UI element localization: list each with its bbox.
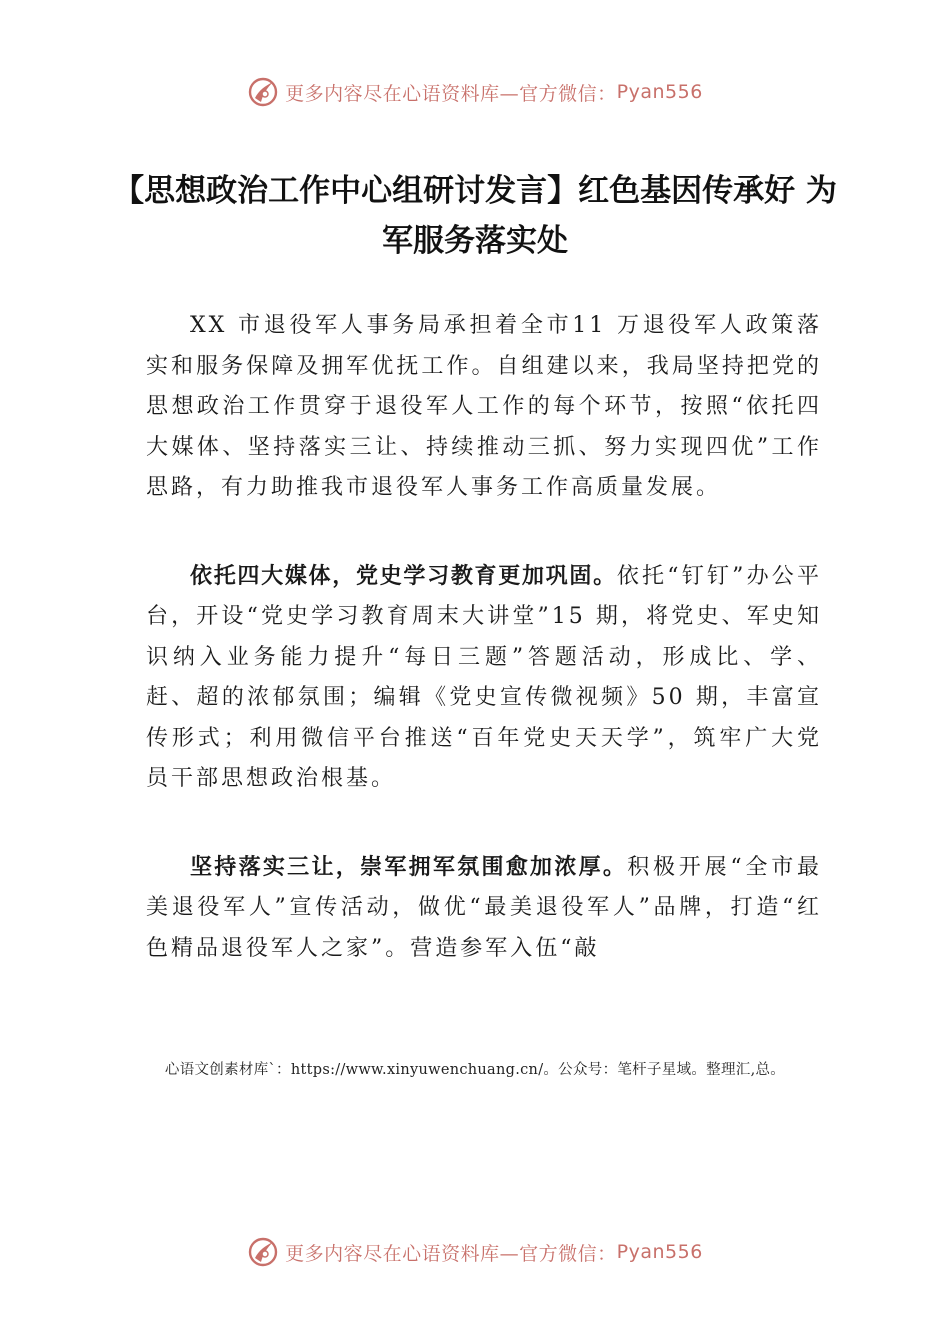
flame-circle-logo-icon	[247, 1236, 279, 1268]
document-title: 【思想政治工作中心组研讨发言】红色基因传承好 为军服务落实处	[113, 173, 837, 259]
paragraph-text: XX 市退役军人事务局承担着全市11 万退役军人政策落实和服务保障及拥军优抚工作。自组建以来，我局坚持把党的思想政治工作贯穿于退役军人工作的每个环节，按照“依托四大媒体、坚持落实三让、持续推动三抓、努力实现四优”工作思路，有力助推我市退役军人事务工作高质量发展。	[146, 313, 822, 500]
watermark-wechat-id: Pyan556	[616, 1241, 703, 1263]
watermark-text: 更多内容尽在心语资料库—官方微信：	[285, 82, 617, 105]
paragraph-media	[146, 557, 822, 800]
watermark-text: 更多内容尽在心语资料库—官方微信：	[285, 1242, 617, 1265]
footer-watermark	[0, 1232, 950, 1272]
paragraph-intro	[146, 306, 822, 509]
paragraph-lead: 依托四大媒体，党史学习教育更加巩固。	[190, 563, 617, 589]
flame-circle-logo-icon	[247, 76, 279, 108]
paragraph-text: 依托“钉钉”办公平台，开设“党史学习教育周末大讲堂”15 期，将党史、军史知识纳入业务能力提升“每日三题”答题活动，形成比、学、赶、超的浓郁氛围；编辑《党史宣传微视频》50 期，丰富宣传形式；利用微信平台推送“百年党史天天学”，筑牢广大党员干部思想政治根基。	[146, 563, 822, 791]
paragraph-text: 积极开展“全市最美退役军人”宣传活动，做优“最美退役军人”品牌，打造“红色精品退役军人之家”。营造参军入伍“敲	[146, 854, 822, 961]
paragraph-three-rang	[146, 848, 822, 970]
source-footnote: 心语文创素材库`：https://www.xinyuwenchuang.cn/。公众号：笔杆子星域。整理汇,总。	[164, 1062, 786, 1078]
document-body	[146, 306, 822, 1017]
header-watermark	[0, 72, 950, 112]
watermark-wechat-id: Pyan556	[616, 81, 703, 103]
paragraph-lead: 坚持落实三让，崇军拥军氛围愈加浓厚。	[190, 854, 628, 880]
